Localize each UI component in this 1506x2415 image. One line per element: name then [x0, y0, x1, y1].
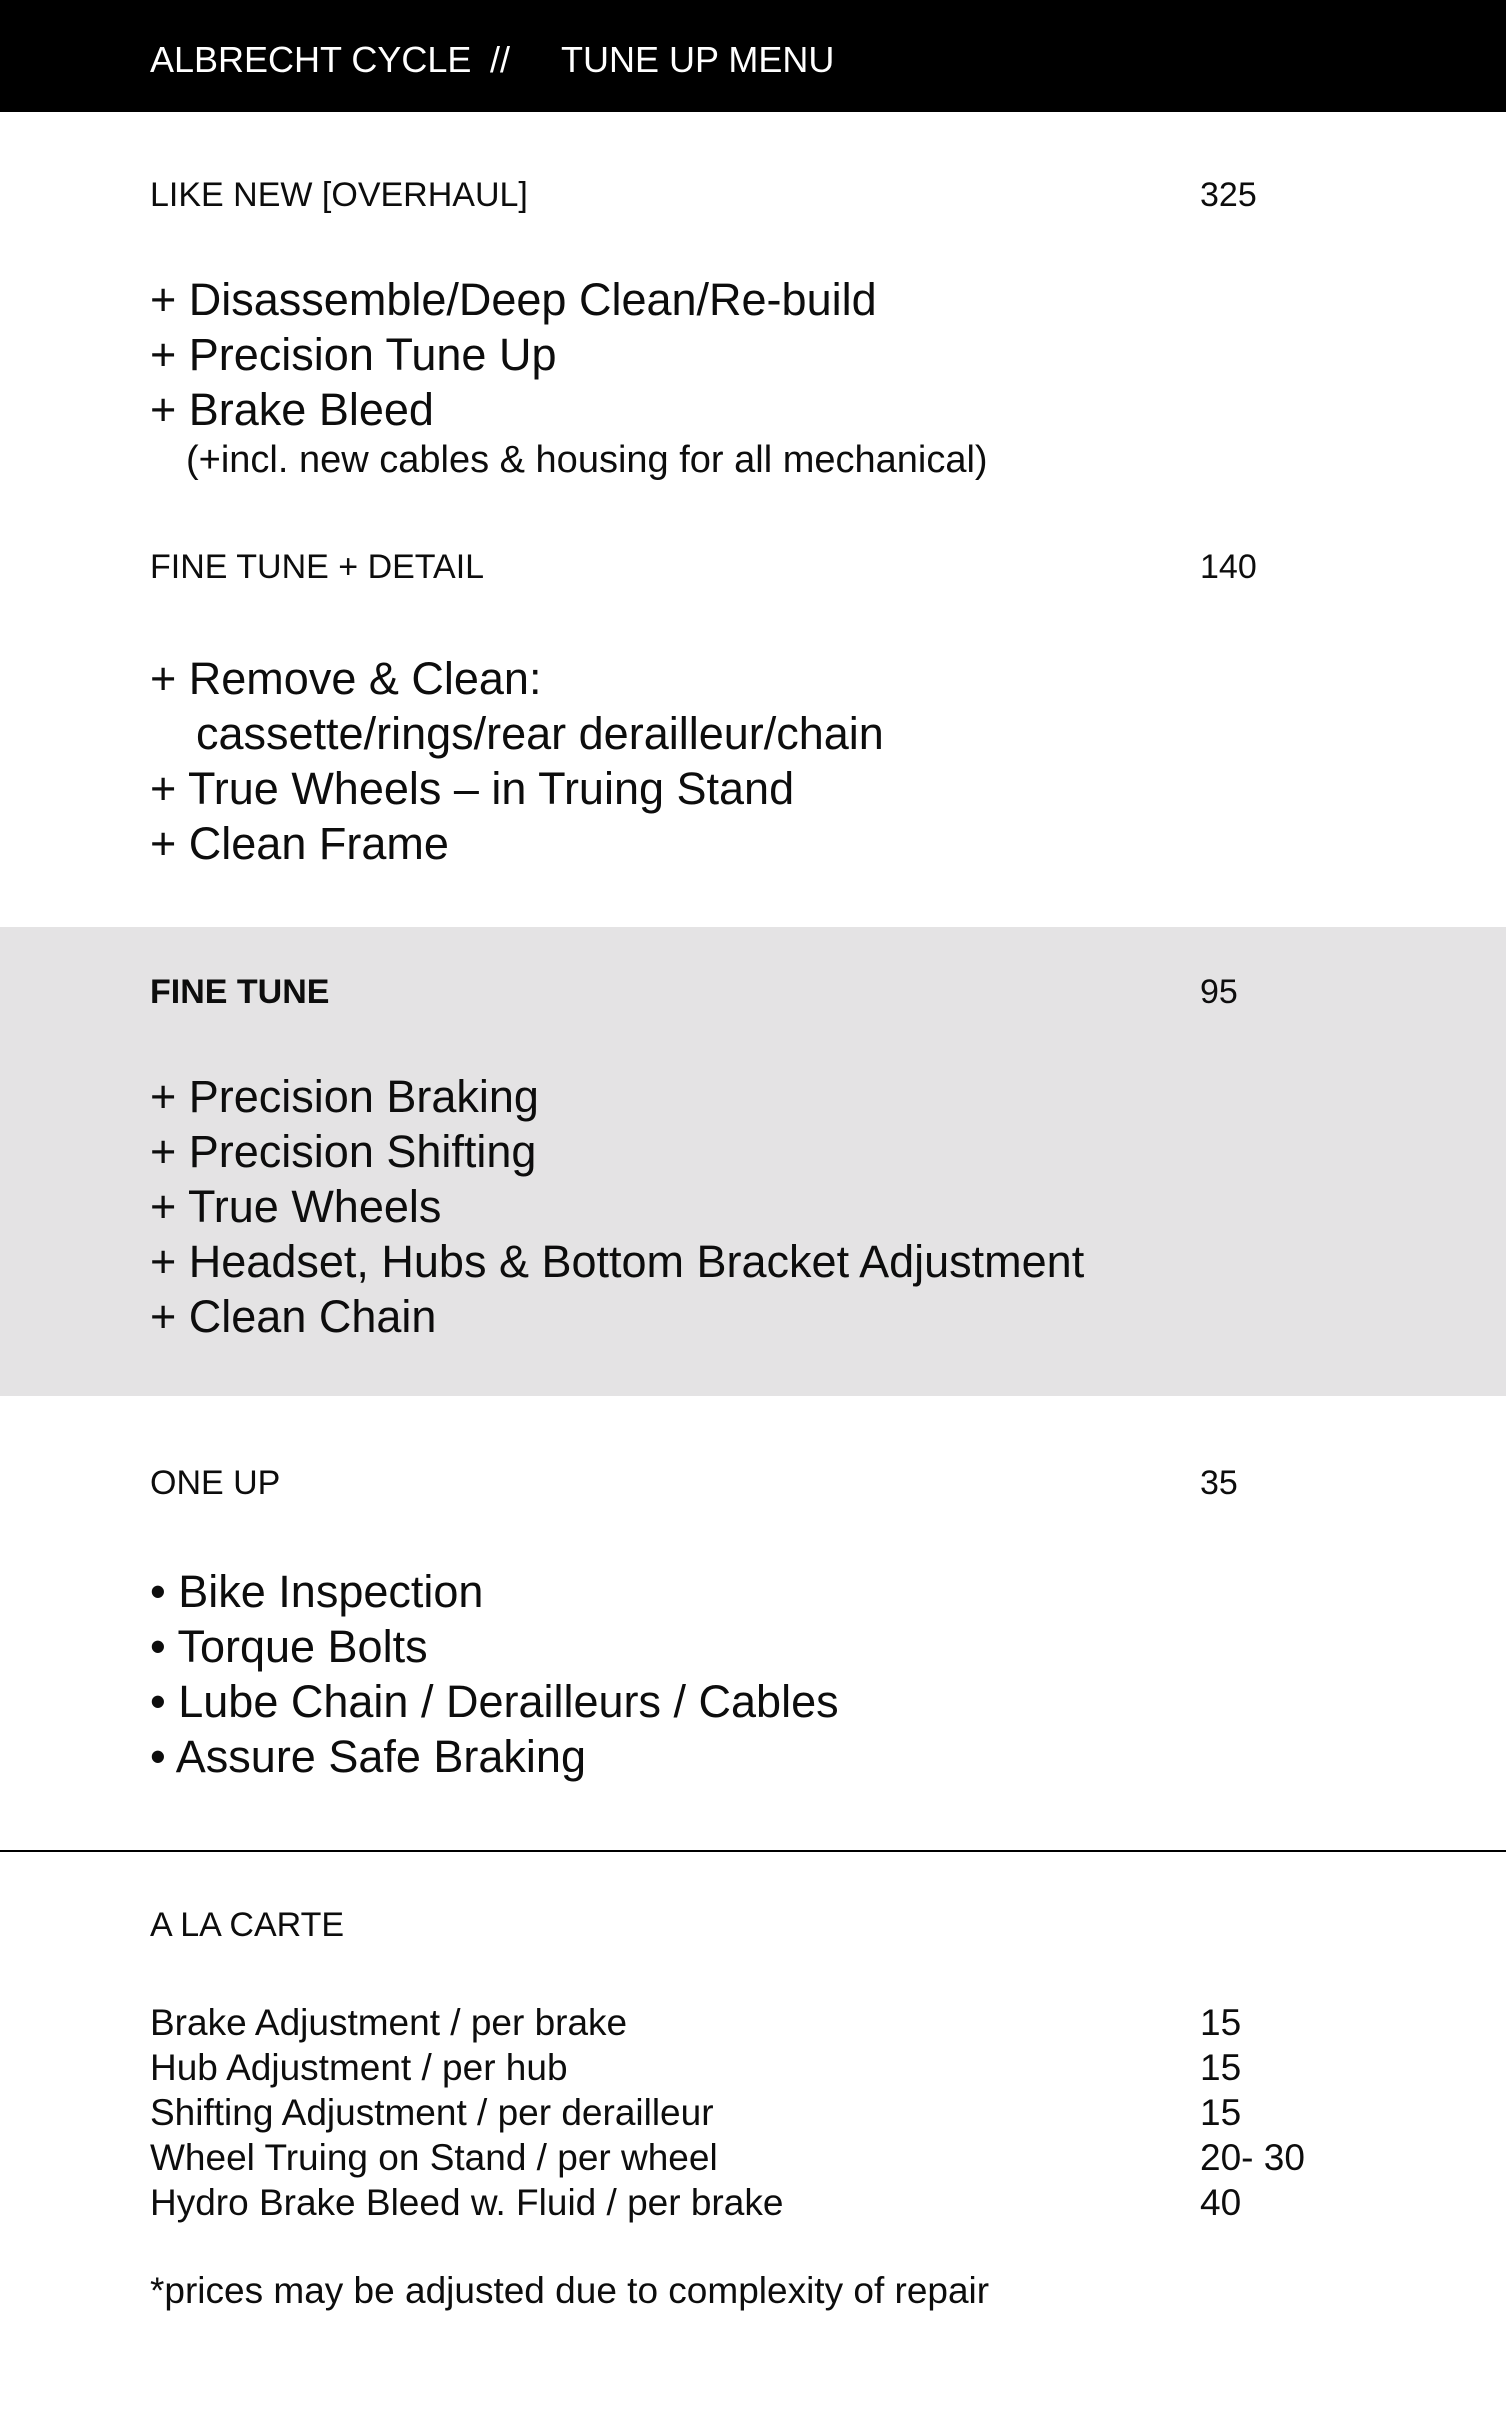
service-price: 15: [1200, 2047, 1242, 2088]
service-price: 40: [1200, 2182, 1242, 2223]
service-price: 15: [1200, 2002, 1242, 2043]
package-title: LIKE NEW [OVERHAUL]: [150, 176, 528, 214]
package-price: 95: [1200, 973, 1238, 1011]
service-name: Brake Adjustment / per brake: [150, 2002, 628, 2043]
list-item: + True Wheels: [150, 1181, 442, 1232]
a-la-carte-row: [0, 2090, 1506, 2135]
a-la-carte-row: [0, 2180, 1506, 2225]
list-item: + Remove & Clean:: [150, 653, 542, 704]
package-price: 140: [1200, 548, 1257, 586]
list-item: + Clean Frame: [150, 818, 449, 869]
list-item: cassette/rings/rear derailleur/chain: [196, 708, 884, 759]
service-name: Wheel Truing on Stand / per wheel: [150, 2137, 718, 2178]
service-price: 20- 30: [1200, 2137, 1305, 2178]
list-item: + Precision Shifting: [150, 1126, 537, 1177]
list-item: • Bike Inspection: [150, 1566, 484, 1617]
package-title: FINE TUNE: [150, 973, 330, 1011]
a-la-carte-row: [0, 2000, 1506, 2045]
list-item: + True Wheels – in Truing Stand: [150, 763, 795, 814]
section-divider: [0, 1850, 1506, 1852]
list-item: + Clean Chain: [150, 1291, 437, 1342]
service-price: 15: [1200, 2092, 1242, 2133]
list-item: • Torque Bolts: [150, 1621, 428, 1672]
list-item: • Assure Safe Braking: [150, 1731, 586, 1782]
menu-title: TUNE UP MENU: [561, 39, 835, 80]
package-item-list: [150, 1069, 1084, 1344]
package-item-list: [150, 272, 877, 437]
package-note: (+incl. new cables & housing for all mechanical): [186, 439, 988, 481]
page-header: [0, 0, 1506, 112]
package-item-list: [150, 1564, 839, 1784]
list-item: • Lube Chain / Derailleurs / Cables: [150, 1676, 839, 1727]
package-title: ONE UP: [150, 1464, 281, 1502]
pricing-footnote: *prices may be adjusted due to complexity of repair: [150, 2270, 990, 2311]
package-price: 325: [1200, 176, 1257, 214]
service-name: Hub Adjustment / per hub: [150, 2047, 568, 2088]
list-item: + Disassemble/Deep Clean/Re-build: [150, 274, 877, 325]
service-name: Hydro Brake Bleed w. Fluid / per brake: [150, 2182, 784, 2223]
package-title: FINE TUNE + DETAIL: [150, 548, 485, 586]
list-item: + Precision Braking: [150, 1071, 539, 1122]
list-item: + Precision Tune Up: [150, 329, 557, 380]
list-item: + Headset, Hubs & Bottom Bracket Adjustment: [150, 1236, 1085, 1287]
package-price: 35: [1200, 1464, 1238, 1502]
list-item: + Brake Bleed: [150, 384, 434, 435]
brand-name: ALBRECHT CYCLE: [150, 39, 472, 80]
package-item-list: [150, 651, 884, 871]
a-la-carte-row: [0, 2045, 1506, 2090]
a-la-carte-title: A LA CARTE: [150, 1906, 345, 1944]
header-separator: //: [490, 39, 511, 80]
a-la-carte-row: [0, 2135, 1506, 2180]
service-name: Shifting Adjustment / per derailleur: [150, 2092, 714, 2133]
